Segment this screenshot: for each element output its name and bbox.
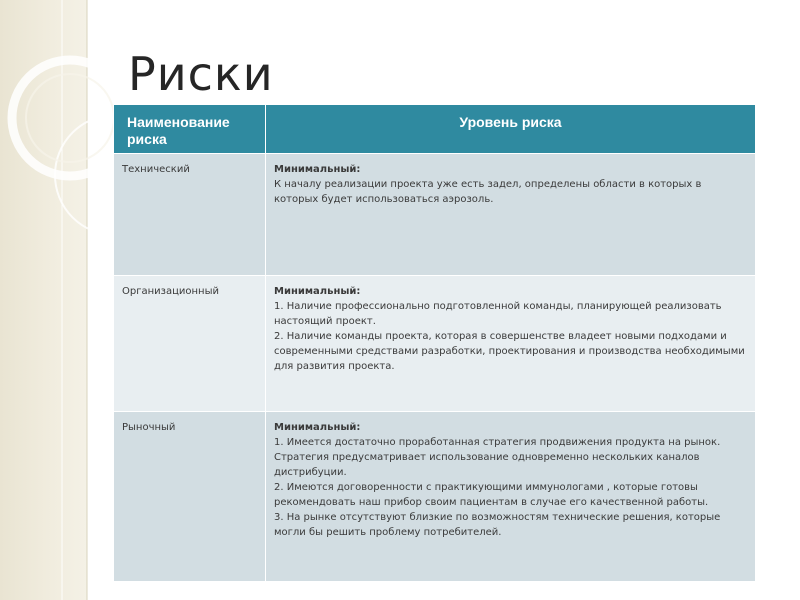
risk-level-title: Минимальный: [274,286,361,297]
table-row-technical [114,154,756,276]
column-header-risk-name: Наименование риска [114,105,266,154]
risk-level-cell [266,154,756,276]
risk-name-cell: Рыночный [114,412,266,582]
table-row-market [114,412,756,582]
risk-table [113,104,756,582]
risk-name-cell: Организационный [114,276,266,412]
risk-level-text: 1. Наличие профессионально подготовленной команды, планирующей реализовать настоящий проект. [274,301,722,327]
risk-level-text: 2. Имеются договоренности с практикующими иммунологами , которые готовы рекомендовать наш прибор своим пациентам в случае его качественной работы. [274,482,709,508]
slide-title: Риски [128,47,274,101]
risk-level-text: 1. Имеется достаточно проработанная стратегия продвижения продукта на рынок. Стратегия предусматривает использование одновременно нескольких каналов дистрибуции. [274,437,721,478]
risk-level-cell [266,276,756,412]
table-row-organizational [114,276,756,412]
column-header-risk-level: Уровень риска [266,105,756,154]
table-header-row [114,105,756,154]
risk-level-text: 3. На рынке отсутствуют близкие по возможностям технические решения, которые могли бы решить проблему потребителей. [274,512,721,538]
risk-level-text: 2. Наличие команды проекта, которая в совершенстве владеет новыми подходами и современными средствами разработки, проектирования и производства необходимыми для развития проекта. [274,331,745,372]
risk-level-title: Минимальный: [274,422,361,433]
risk-name-cell: Технический [114,154,266,276]
risk-level-cell [266,412,756,582]
risk-level-text: К началу реализации проекта уже есть задел, определены области в которых в которых будет использоваться аэрозоль. [274,179,702,205]
risk-level-title: Минимальный: [274,164,361,175]
